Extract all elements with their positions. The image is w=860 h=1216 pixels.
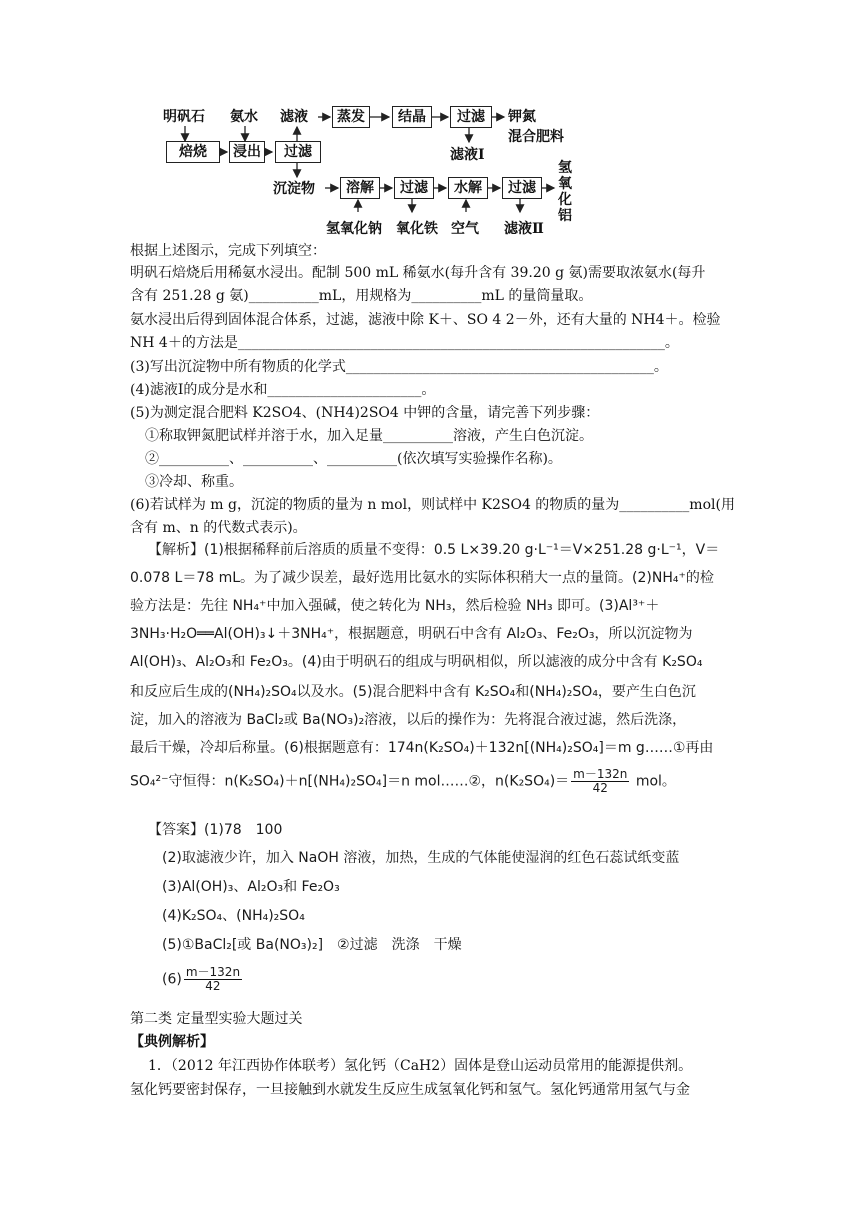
flow-precipitate: 沉淀物	[273, 181, 315, 197]
example-paragraph-line-1: 1．（2012 年江西协作体联考）氢化钙（CaH2）固体是登山运动员常用的能源提供剂。	[148, 1058, 693, 1074]
analysis-line-9	[130, 768, 676, 795]
analysis-line-7: 淀，加入的溶液为 BaCl₂或 Ba(NO₃)₂溶液，以后的操作为：先将混合液过滤，然后洗涤，	[130, 712, 687, 728]
flow-naoh: 氢氧化钠	[326, 221, 382, 237]
answer-6	[162, 966, 244, 993]
flow-product-fertilizer-2: 混合肥料	[508, 129, 564, 145]
flow-filter-3: 过滤	[502, 177, 542, 199]
answer-fraction-denominator: 42	[205, 979, 221, 993]
question-2-line-a: 氨水浸出后得到固体混合体系，过滤，滤液中除 K＋、SO 4 2－外，还有大量的 NH4＋。检验	[130, 312, 721, 328]
flow-product-fertilizer-1: 钾氮	[508, 109, 536, 125]
analysis-line-5: Al(OH)₃、Al₂O₃和 Fe₂O₃。(4)由于明矾石的组成与明矾相似，所以滤液的成分中含有 K₂SO₄	[130, 654, 703, 670]
analysis-fraction	[571, 768, 629, 795]
flow-filtrate: 滤液	[280, 109, 308, 125]
question-6-line-a: (6)若试样为 m g，沉淀的物质的量为 n mol，则试样中 K2SO4 的物质的量为__________mol(用	[130, 497, 735, 513]
question-1-line-a: 明矾石焙烧后用稀氨水浸出。配制 500 mL 稀氨水(每升含有 39.20 g 氨)需要取浓氨水(每升	[130, 265, 706, 281]
question-2-line-b: NH 4＋的方法是_____________________________________________________________。	[130, 335, 679, 351]
flow-filter-1: 过滤	[450, 106, 492, 128]
flow-filtrate-1: 滤液Ⅰ	[450, 147, 485, 163]
analysis-line-3: 验方法是：先往 NH₄⁺中加入强碱，使之转化为 NH₃，然后检验 NH₃ 即可。(3)Al³⁺＋	[130, 598, 660, 614]
question-5-step-3: ③冷却、称重。	[145, 474, 243, 490]
flow-crystallize: 结晶	[392, 106, 432, 128]
answer-6-prefix: (6)	[162, 971, 182, 988]
question-5-step-1: ①称取钾氮肥试样并溶于水，加入足量__________溶液，产生白色沉淀。	[145, 428, 593, 444]
flow-dissolve: 溶解	[340, 177, 380, 199]
example-paragraph-line-2: 氢化钙要密封保存，一旦接触到水就发生反应生成氢氧化钙和氢气。氢化钙通常用氢气与金	[130, 1082, 690, 1098]
section-title: 第二类 定量型实验大题过关	[130, 1011, 303, 1027]
flow-ammonia: 氨水	[230, 109, 258, 125]
answer-fraction	[184, 966, 242, 993]
answer-fraction-numerator: m－132n	[185, 965, 241, 979]
question-6-line-b: 含有 m、n 的代数式表示)。	[130, 520, 307, 536]
question-intro: 根据上述图示，完成下列填空：	[130, 243, 326, 259]
flow-roast: 焙烧	[166, 141, 220, 163]
analysis-line-8: 最后干燥，冷却后称量。(6)根据题意有：174n(K₂SO₄)＋132n[(NH₄)₂SO₄]＝m g……①再由	[130, 740, 714, 756]
flow-filter-0: 过滤	[275, 141, 321, 163]
answer-3: (3)Al(OH)₃、Al₂O₃和 Fe₂O₃	[162, 879, 340, 895]
analysis-line-4: 3NH₃·H₂O══Al(OH)₃↓＋3NH₄⁺，根据题意，明矾石中含有 Al₂O₃、Fe₂O₃，所以沉淀物为	[130, 626, 693, 642]
flow-filtrate-2: 滤液Ⅱ	[504, 221, 544, 237]
flow-leach: 浸出	[229, 141, 265, 163]
answer-4: (4)K₂SO₄、(NH₄)₂SO₄	[162, 908, 305, 924]
answer-2: (2)取滤液少许，加入 NaOH 溶液，加热，生成的气体能使湿润的红色石蕊试纸变蓝	[162, 850, 680, 866]
flow-filter-2: 过滤	[394, 177, 434, 199]
question-4: (4)滤液Ⅰ的成分是水和______________________。	[130, 382, 436, 398]
process-flowchart	[160, 100, 580, 240]
flow-evaporate: 蒸发	[332, 106, 370, 128]
answer-1: 【答案】(1)78 100	[148, 822, 283, 838]
flow-hydrolysis: 水解	[448, 177, 488, 199]
analysis-line-9-text: SO₄²⁻守恒得：n(K₂SO₄)＋n[(NH₄)₂SO₄]＝n mol……②，n(K₂SO₄)＝	[130, 773, 570, 790]
analysis-line-1: 【解析】(1)根据稀释前后溶质的质量不变得：0.5 L×39.20 g·L⁻¹＝V×251.28 g·L⁻¹，V＝	[148, 542, 720, 558]
analysis-fraction-numerator: m－132n	[573, 767, 628, 781]
question-5-step-2: ②__________、__________、__________(依次填写实验操作名称)。	[145, 451, 562, 467]
question-3: (3)写出沉淀物中所有物质的化学式____________________________________________。	[130, 359, 668, 375]
flow-alunite: 明矾石	[163, 109, 205, 125]
analysis-line-9-unit: mol。	[631, 773, 676, 790]
answer-5: (5)①BaCl₂[或 Ba(NO₃)₂] ②过滤 洗涤 干燥	[162, 937, 462, 953]
section-heading: 【典例解析】	[130, 1034, 214, 1050]
analysis-line-6: 和反应后生成的(NH₄)₂SO₄以及水。(5)混合肥料中含有 K₂SO₄和(NH₄)₂SO₄，要产生白色沉	[130, 684, 696, 700]
analysis-fraction-denominator: 42	[592, 781, 608, 795]
flow-air: 空气	[451, 221, 479, 237]
question-1-line-b: 含有 251.28 g 氨)__________mL，用规格为__________mL 的量筒量取。	[130, 288, 593, 304]
flow-iron-oxide: 氧化铁	[396, 221, 438, 237]
question-5: (5)为测定混合肥料 K2SO4、(NH4)2SO4 中钾的含量，请完善下列步骤：	[130, 405, 600, 421]
flow-product-hydroxide: 氢氧化铝	[558, 160, 572, 224]
analysis-line-2: 0.078 L＝78 mL。为了减少误差，最好选用比氨水的实际体积稍大一点的量筒。(2)NH₄⁺的检	[130, 570, 714, 586]
